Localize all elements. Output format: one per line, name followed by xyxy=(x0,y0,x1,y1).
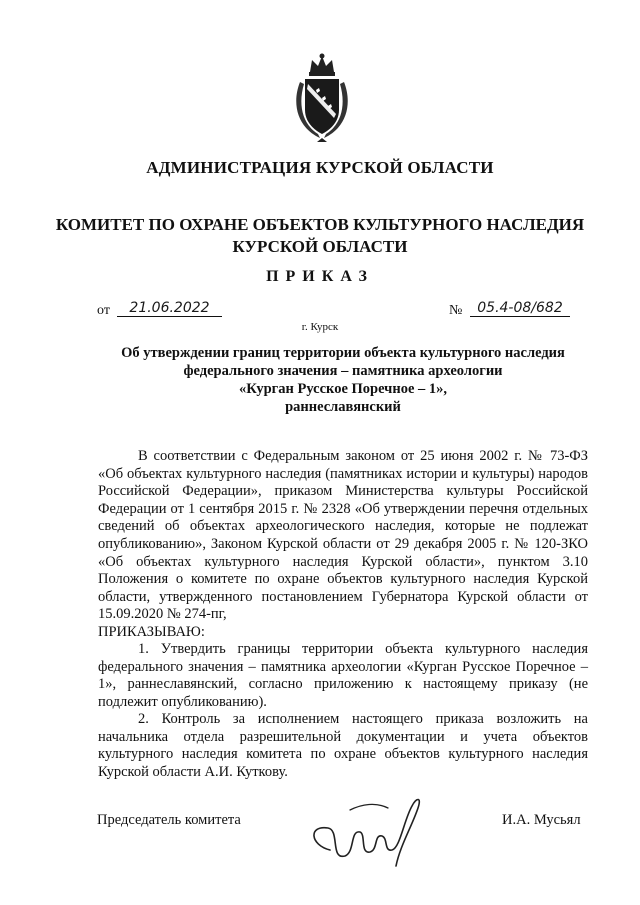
signer-name: И.А. Мусьял xyxy=(502,812,581,828)
administration-title: АДМИНИСТРАЦИЯ КУРСКОЙ ОБЛАСТИ xyxy=(146,158,494,177)
handwritten-signature xyxy=(300,790,440,870)
subject-line: федерального значения – памятника археологии xyxy=(183,363,503,379)
kursk-coat-of-arms-icon xyxy=(290,52,354,144)
date-label: от xyxy=(97,303,110,318)
preamble-block xyxy=(98,448,588,642)
order-subject xyxy=(98,344,588,416)
committee-title xyxy=(0,214,640,258)
document-type: ПРИКАЗ xyxy=(266,268,374,285)
subject-line: Об утверждении границ территории объекта культурного наследия xyxy=(121,345,565,361)
order-item-1: 1. Утвердить границы территории объекта культурного наследия федерального значения – памятника археологии «Курган Русское Поречное – 1», раннеславянский, согласно приложению к настоящему приказу (не подлежит опубликованию). xyxy=(98,641,588,710)
subject-line: «Курган Русское Поречное – 1», xyxy=(238,381,448,397)
city: г. Курск xyxy=(301,321,339,333)
order-item-2: 2. Контроль за исполнением настоящего приказа возложить на начальника отдела разрешительной документации и учета объектов культурного наследия комитета по охране объектов культурного наследия Курской области А.И. Куткову. xyxy=(98,711,588,780)
number-value: 05.4-08/682 xyxy=(470,300,570,317)
order-word: ПРИКАЗЫВАЮ: xyxy=(98,623,205,640)
signer-position: Председатель комитета xyxy=(97,812,241,828)
committee-title-line2: КУРСКОЙ ОБЛАСТИ xyxy=(232,237,408,256)
subject-line: раннеславянский xyxy=(285,399,401,415)
number-label: № xyxy=(449,303,463,318)
date-value: 21.06.2022 xyxy=(117,300,222,317)
preamble-text: В соответствии с Федеральным законом от 25 июня 2002 г. № 73-ФЗ «Об объектах культурного наследия (памятниках истории и культуры) народов Российской Федерации», приказом Министерства культуры Российской Федерации от 1 сентября 2015 г. № 2328 «Об утверждении перечня отдельных сведений об объектах археологического наследия, которые не подлежат опубликованию», Законом Курской области от 29 декабря 2005 г. № 120-ЗКО «Об объектах культурного наследия Курской области», пунктом 3.10 Положения о комитете по охране объектов культурного наследия Курской области, утвержденного постановлением Губернатора Курской области от 15.09.2020 № 274-пг, xyxy=(98,448,588,623)
committee-title-line1: КОМИТЕТ ПО ОХРАНЕ ОБЪЕКТОВ КУЛЬТУРНОГО НАСЛЕДИЯ xyxy=(55,215,585,234)
